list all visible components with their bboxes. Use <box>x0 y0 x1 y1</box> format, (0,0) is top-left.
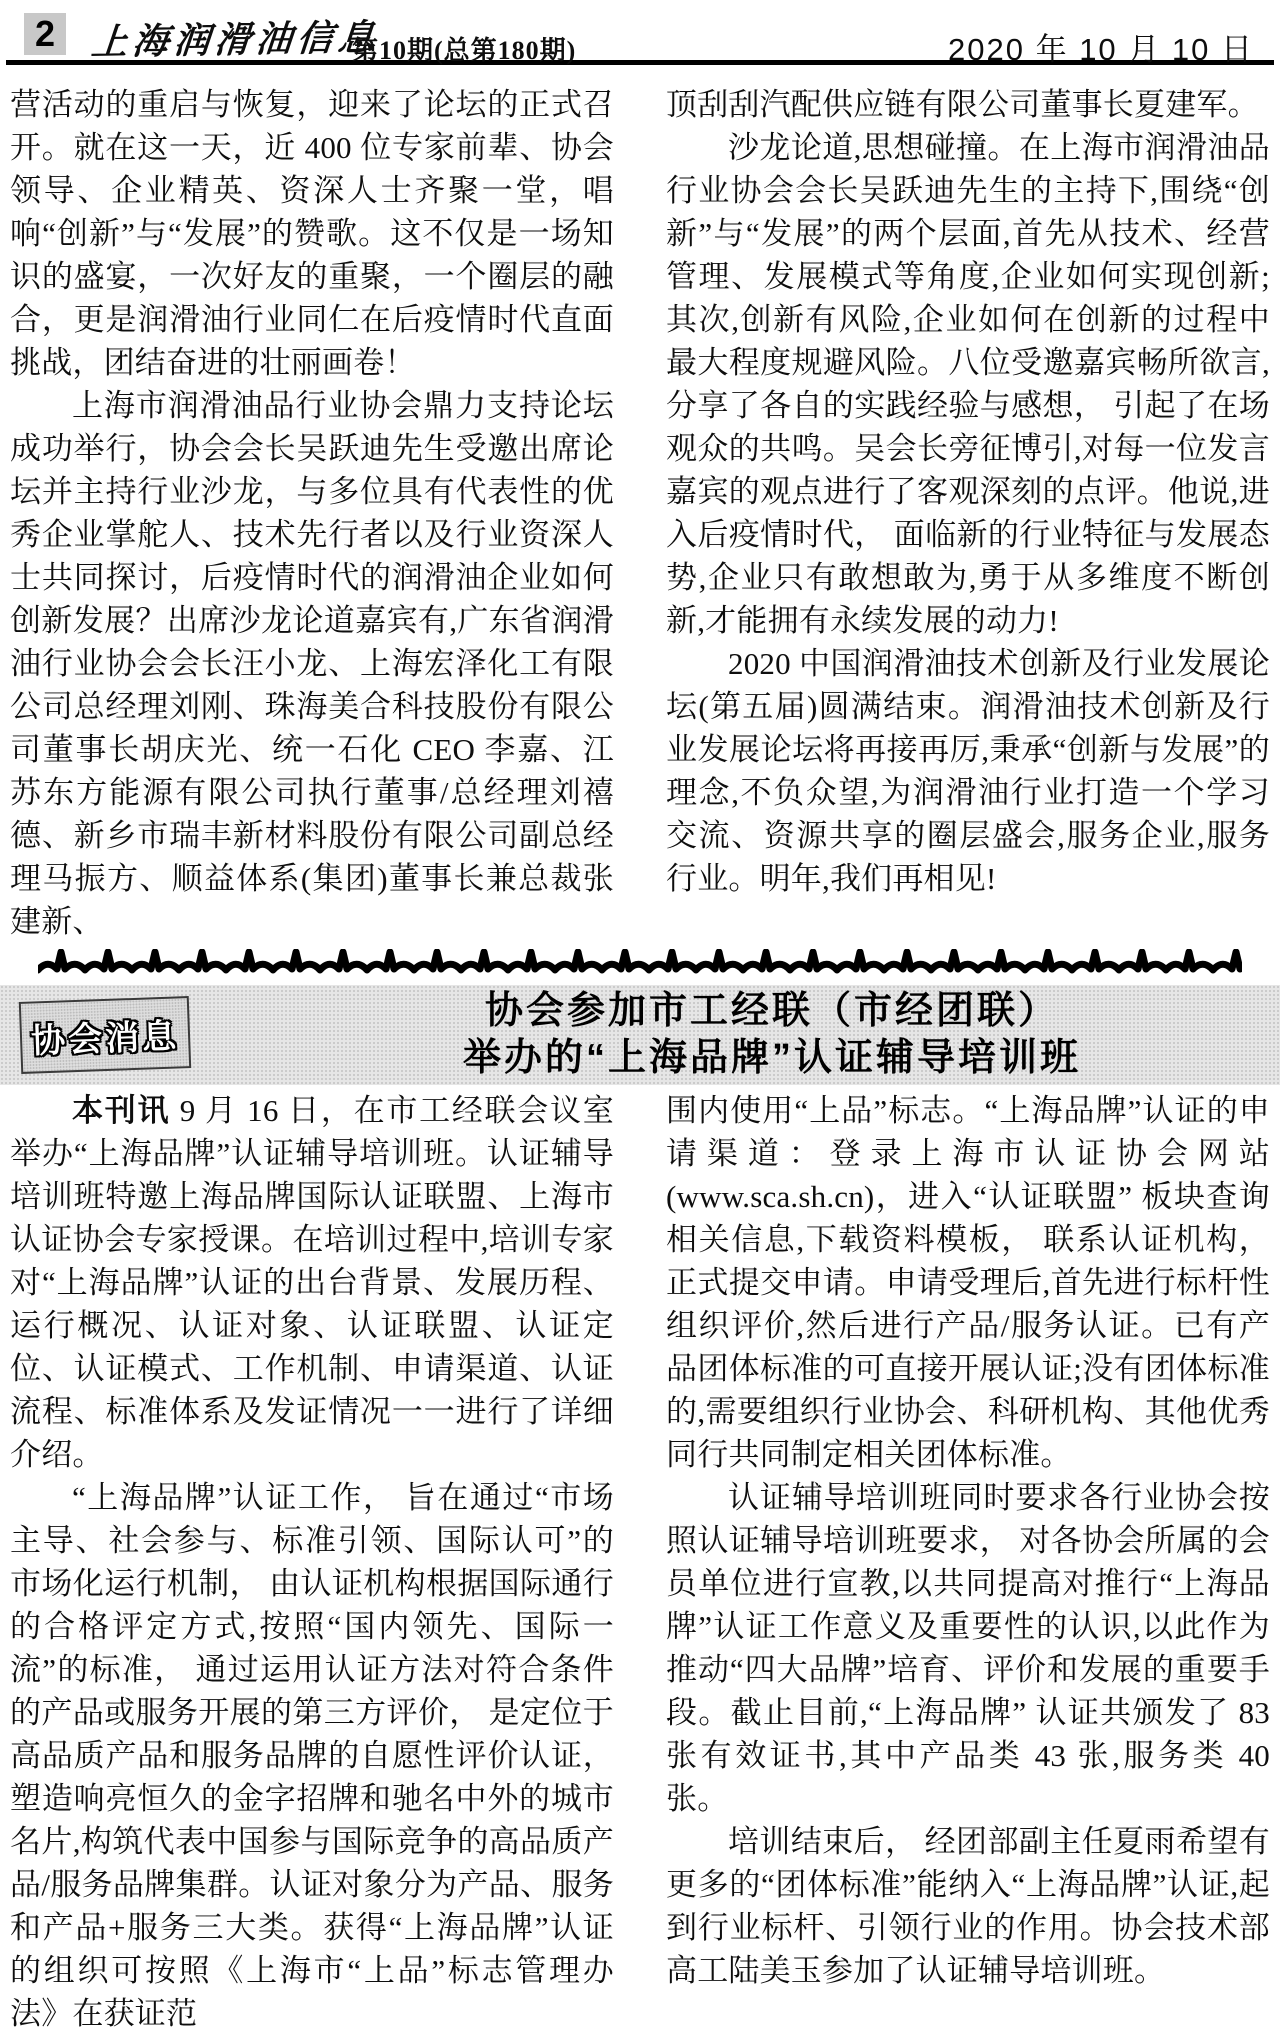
article-forum <box>0 83 1280 943</box>
masthead-title: 上海润滑油信息 <box>89 17 381 63</box>
article-training <box>0 1089 1280 2035</box>
article-forum-left-p1: 营活动的重启与恢复，迎来了论坛的正式召开。就在这一天，近 400 位专家前辈、协会领导、企业精英、资深人士齐聚一堂，唱响“创新”与“发展”的赞歌。这不仅是一场知识的盛宴，一次好友的重聚，一个圈层的融合，更是润滑油行业同仁在后疫情时代直面挑战，团结奋进的壮丽画卷！ <box>10 87 614 380</box>
zigzag-divider <box>38 949 1242 979</box>
section-header-strip <box>0 985 1280 1085</box>
page-header <box>0 0 1280 67</box>
article-training-left-p1 <box>10 1089 614 1476</box>
section-badge: 协会消息 <box>19 996 191 1074</box>
section-title <box>190 988 1280 1082</box>
article-training-left-column <box>10 1089 614 2035</box>
article-training-right-p3: 培训结束后， 经团部副主任夏雨希望有更多的“团体标准”能纳入“上海品牌”认证,起到行业标杆、引领行业的作用。协会技术部高工陆美玉参加了认证辅导培训班。 <box>666 1824 1270 1988</box>
section-title-line2: 举办的“上海品牌”认证辅导培训班 <box>462 1037 1081 1079</box>
publication-date: 2020 年 10 月 10 日 <box>948 32 1254 67</box>
dateline-lead: 本刊讯 <box>72 1093 171 1128</box>
issue-info: 第10期(总第180期) <box>352 36 577 65</box>
article-training-right-column <box>666 1089 1270 2035</box>
article-forum-left-column <box>10 83 614 943</box>
article-training-left-p1-text: 9 月 16 日，在市工经联会议室举办“上海品牌”认证辅导培训班。认证辅导培训班特邀上海品牌国际认证联盟、上海市认证协会专家授课。在培训过程中,培训专家对“上海品牌”认证的出台背景、发展历程、运行概况、认证对象、认证联盟、认证定位、认证模式、工作机制、申请渠道、认证流程、标准体系及发证情况一一进行了详细介绍。 <box>10 1093 614 1472</box>
zigzag-icon <box>38 949 1242 979</box>
article-forum-right-p1: 顶刮刮汽配供应链有限公司董事长夏建军。 <box>666 87 1259 122</box>
article-forum-left-p2: 上海市润滑油品行业协会鼎力支持论坛成功举行，协会会长吴跃迪先生受邀出席论坛并主持行业沙龙，与多位具有代表性的优秀企业掌舵人、技术先行者以及行业资深人士共同探讨，后疫情时代的润滑油企业如何创新发展？出席沙龙论道嘉宾有,广东省润滑油行业协会会长汪小龙、上海宏泽化工有限公司总经理刘刚、珠海美合科技股份有限公司董事长胡庆光、统一石化 CEO 李嘉、江苏东方能源有限公司执行董事/总经理刘禧德、新乡市瑞丰新材料股份有限公司副总经理马振方、顺益体系(集团)董事长兼总裁张建新、 <box>10 388 614 939</box>
article-training-right-p1: 围内使用“上品”标志。“上海品牌”认证的申请渠道：登录上海市认证协会网站(www.sca.sh.cn)，进入“认证联盟” 板块查询相关信息,下载资料模板， 联系认证机构， 正式提交申请。申请受理后,首先进行标杆性组织评价,然后进行产品/服务认证。已有产品团体标准的可直接开展认证;没有团体标准的,需要组织行业协会、科研机构、其他优秀同行共同制定相关团体标准。 <box>666 1093 1270 1472</box>
section-title-line1: 协会参加市工经联（市经团联） <box>484 990 1059 1032</box>
article-training-right-p2: 认证辅导培训班同时要求各行业协会按照认证辅导培训班要求， 对各协会所属的会员单位进行宣教,以共同提高对推行“上海品牌”认证工作意义及重要性的认识,以此作为推动“四大品牌”培育、评价和发展的重要手段。截止目前,“上海品牌” 认证共颁发了 83 张有效证书,其中产品类 43 张,服务类 40 张。 <box>666 1480 1270 1816</box>
article-training-left-p2: “上海品牌”认证工作， 旨在通过“市场主导、社会参与、标准引领、国际认可”的市场化运行机制， 由认证机构根据国际通行的合格评定方式,按照“国内领先、国际一流”的标准， 通过运用认证方法对符合条件的产品或服务开展的第三方评价， 是定位于高品质产品和服务品牌的自愿性评价认证， 塑造响亮恒久的金字招牌和驰名中外的城市名片,构筑代表中国参与国际竞争的高品质产品/服务品牌集群。认证对象分为产品、服务和产品+服务三大类。获得“上海品牌”认证的组织可按照《上海市“上品”标志管理办法》在获证范 <box>10 1480 614 2031</box>
article-forum-right-p3: 2020 中国润滑油技术创新及行业发展论坛(第五届)圆满结束。润滑油技术创新及行业发展论坛将再接再厉,秉承“创新与发展”的理念,不负众望,为润滑油行业打造一个学习交流、资源共享的圈层盛会,服务企业,服务行业。明年,我们再相见! <box>666 646 1270 896</box>
article-forum-right-column <box>666 83 1270 943</box>
page-number: 2 <box>24 13 66 55</box>
article-forum-right-p2: 沙龙论道,思想碰撞。在上海市润滑油品行业协会会长吴跃迪先生的主持下,围绕“创新”与“发展”的两个层面,首先从技术、经营管理、发展模式等角度,企业如何实现创新;其次,创新有风险,企业如何在创新的过程中最大程度规避风险。八位受邀嘉宾畅所欲言,分享了各自的实践经验与感想， 引起了在场观众的共鸣。吴会长旁征博引,对每一位发言嘉宾的观点进行了客观深刻的点评。他说,进入后疫情时代， 面临新的行业特征与发展态势,企业只有敢想敢为,勇于从多维度不断创新,才能拥有永续发展的动力! <box>666 130 1270 638</box>
